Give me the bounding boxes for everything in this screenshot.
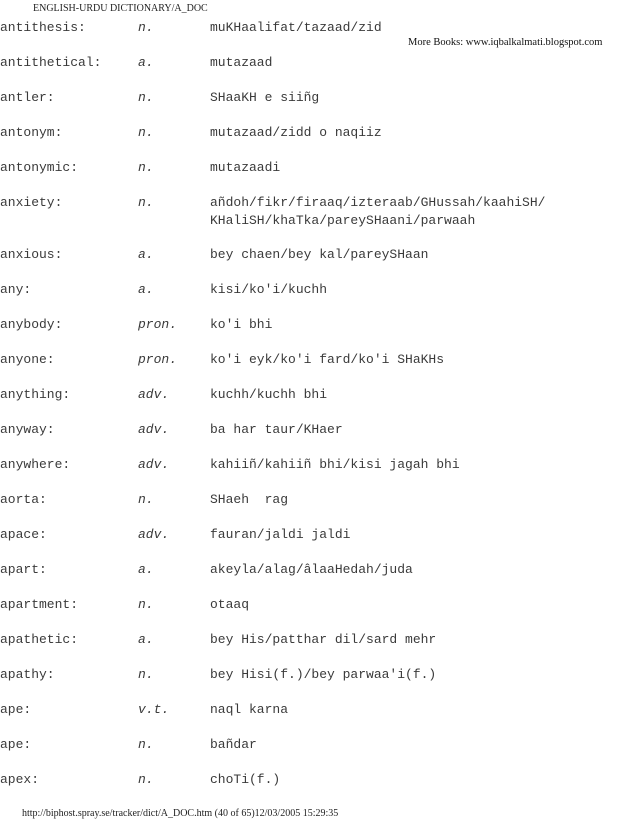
dictionary-entry [0, 631, 638, 667]
entry-word: anxious: [0, 247, 63, 262]
entry-part-of-speech: n. [138, 90, 154, 105]
entry-word: aorta: [0, 492, 47, 507]
entry-meaning: bañdar [210, 737, 257, 752]
entry-part-of-speech: v.t. [138, 702, 170, 717]
entry-word: antonym: [0, 125, 63, 140]
entry-word: apex: [0, 772, 40, 787]
entry-word: antonymic: [0, 160, 79, 175]
entry-meaning: SHaeh rag [210, 492, 289, 507]
entry-part-of-speech: n. [138, 737, 154, 752]
entry-word: apathetic: [0, 632, 79, 647]
entry-word: any: [0, 282, 32, 297]
entry-part-of-speech: a. [138, 55, 154, 70]
dictionary-entry [0, 771, 638, 807]
entry-part-of-speech: n. [138, 667, 154, 682]
entry-part-of-speech: n. [138, 160, 154, 175]
entry-part-of-speech: n. [138, 20, 154, 35]
document-title: ENGLISH-URDU DICTIONARY/A_DOC [33, 3, 208, 14]
dictionary-entry [0, 159, 638, 195]
entry-meaning: fauran/jaldi jaldi [210, 527, 351, 542]
entry-meaning: ba har taur/KHaer [210, 422, 343, 437]
entry-meaning: akeyla/alag/âlaaHedah/juda [210, 562, 413, 577]
entry-meaning: naql karna [210, 702, 289, 717]
dictionary-entry [0, 351, 638, 387]
dictionary-entry [0, 316, 638, 352]
entry-part-of-speech: a. [138, 632, 154, 647]
entry-part-of-speech: adv. [138, 457, 170, 472]
entry-part-of-speech: pron. [138, 317, 178, 332]
dictionary-entry [0, 246, 638, 282]
entry-part-of-speech: adv. [138, 422, 170, 437]
dictionary-entry [0, 54, 638, 90]
entry-part-of-speech: n. [138, 597, 154, 612]
entry-meaning: bey His/patthar dil/sard mehr [210, 632, 437, 647]
entry-part-of-speech: n. [138, 492, 154, 507]
entry-word: anyway: [0, 422, 55, 437]
entry-meaning: bey chaen/bey kal/pareySHaan [210, 247, 429, 262]
dictionary-entry [0, 456, 638, 492]
dictionary-entry [0, 89, 638, 125]
dictionary-entry [0, 666, 638, 702]
entry-meaning: añdoh/fikr/firaaq/izteraab/GHussah/kaahiSH/ KHaliSH/khaTka/pareySHaani/parwaah [210, 195, 546, 228]
entry-word: antithesis: [0, 20, 86, 35]
entry-meaning: kisi/ko'i/kuchh [210, 282, 328, 297]
entry-meaning: muKHaalifat/tazaad/zid [210, 20, 382, 35]
entry-word: anybody: [0, 317, 63, 332]
more-books-link[interactable]: More Books: www.iqbalkalmati.blogspot.com [408, 37, 603, 48]
dictionary-entry [0, 281, 638, 317]
dictionary-entry [0, 386, 638, 422]
dictionary-entry [0, 124, 638, 160]
entry-part-of-speech: n. [138, 125, 154, 140]
entry-meaning: otaaq [210, 597, 250, 612]
entry-meaning: bey Hisi(f.)/bey parwaa'i(f.) [210, 667, 437, 682]
dictionary-entry [0, 194, 638, 248]
entry-word: anyone: [0, 352, 55, 367]
entry-part-of-speech: a. [138, 562, 154, 577]
entry-part-of-speech: n. [138, 772, 154, 787]
entry-meaning: choTi(f.) [210, 772, 281, 787]
entry-word: ape: [0, 737, 32, 752]
dictionary-entry [0, 421, 638, 457]
entry-part-of-speech: a. [138, 282, 154, 297]
entry-word: apace: [0, 527, 47, 542]
entry-word: anxiety: [0, 195, 63, 210]
dictionary-entry [0, 701, 638, 737]
dictionary-entry [0, 596, 638, 632]
entry-part-of-speech: adv. [138, 527, 170, 542]
entry-meaning: mutazaad/zidd o naqiiz [210, 125, 382, 140]
entry-part-of-speech: n. [138, 195, 154, 210]
entry-part-of-speech: adv. [138, 387, 170, 402]
entry-meaning: kahiiñ/kahiiñ bhi/kisi jagah bhi [210, 457, 460, 472]
entry-word: antithetical: [0, 55, 102, 70]
entry-meaning: mutazaad [210, 55, 273, 70]
dictionary-entry [0, 491, 638, 527]
entry-meaning: ko'i eyk/ko'i fard/ko'i SHaKHs [210, 352, 445, 367]
entry-word: ape: [0, 702, 32, 717]
dictionary-entry [0, 526, 638, 562]
entry-word: antler: [0, 90, 55, 105]
entry-word: apartment: [0, 597, 79, 612]
entry-part-of-speech: pron. [138, 352, 178, 367]
entry-meaning: kuchh/kuchh bhi [210, 387, 328, 402]
entry-word: anywhere: [0, 457, 71, 472]
entry-part-of-speech: a. [138, 247, 154, 262]
entry-word: anything: [0, 387, 71, 402]
entry-word: apathy: [0, 667, 55, 682]
dictionary-entry [0, 736, 638, 772]
dictionary-entry [0, 561, 638, 597]
entry-meaning: SHaaKH e siiñg [210, 90, 320, 105]
entry-meaning: ko'i bhi [210, 317, 273, 332]
entry-meaning: mutazaadi [210, 160, 281, 175]
page-footer-url: http://biphost.spray.se/tracker/dict/A_DOC.htm (40 of 65)12/03/2005 15:29:35 [22, 808, 339, 819]
entry-word: apart: [0, 562, 47, 577]
